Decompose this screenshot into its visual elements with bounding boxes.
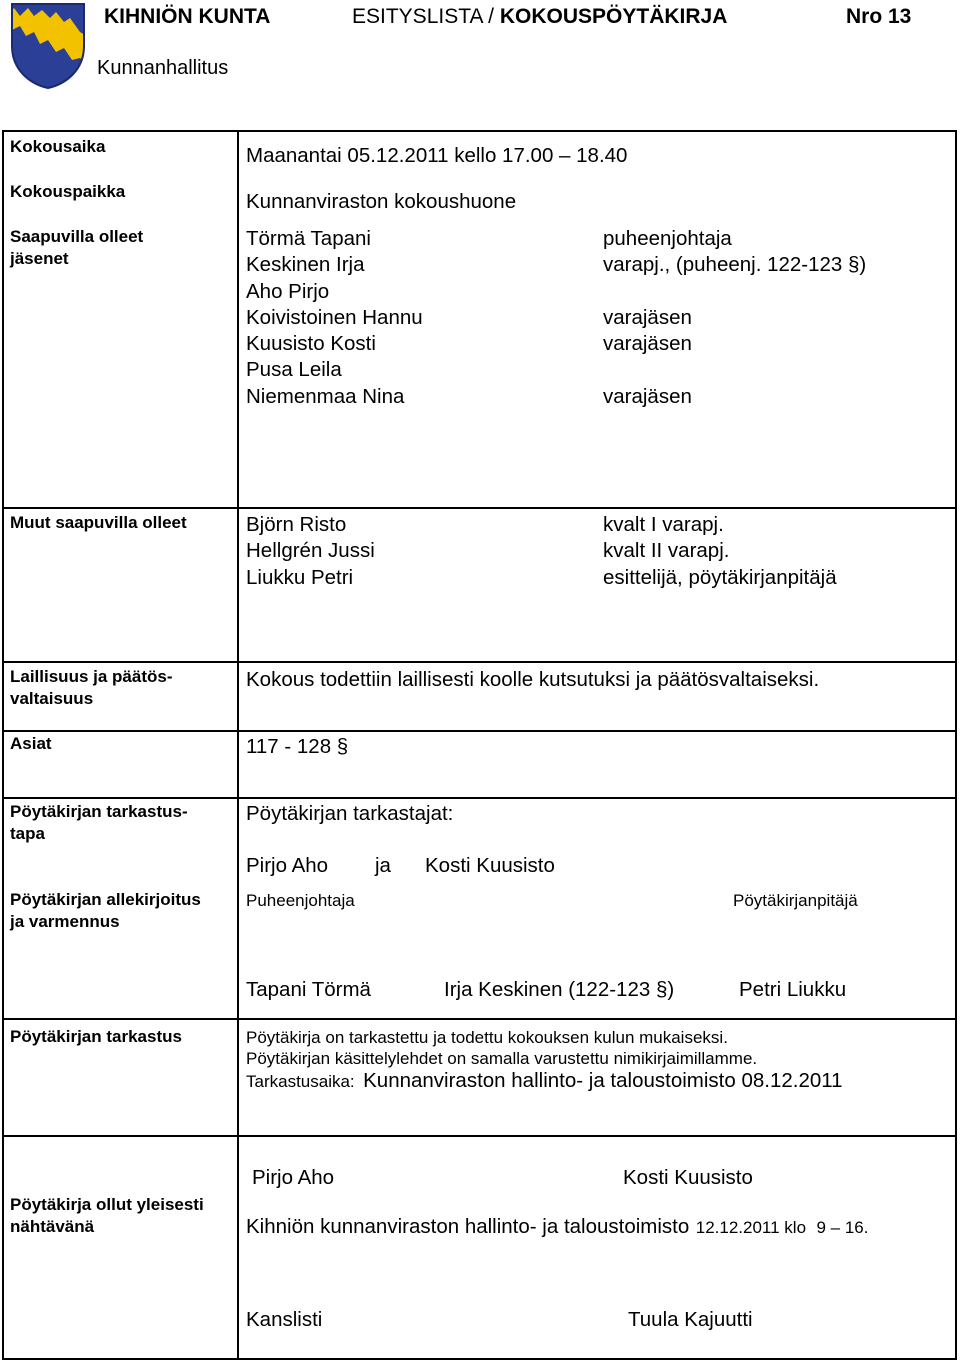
inspection-line: Pöytäkirjan käsittelylehdet on samalla varustettu nimikirjaimillamme. bbox=[246, 1049, 758, 1068]
other-names bbox=[246, 512, 375, 591]
other-name: Liukku Petri bbox=[246, 565, 354, 589]
office-name: Tuula Kajuutti bbox=[628, 1308, 753, 1331]
inspection-method-label bbox=[10, 801, 188, 845]
legality-value: Kokous todettiin laillisesti koolle kutsutuksi ja päätösvaltaiseksi. bbox=[246, 668, 820, 691]
secretary-title: Pöytäkirjanpitäjä bbox=[733, 891, 858, 910]
public-display-value bbox=[246, 1215, 868, 1239]
member-role: varajäsen bbox=[603, 332, 692, 356]
document-type bbox=[352, 5, 727, 29]
items-value: 117 - 128 § bbox=[246, 735, 349, 758]
members-label bbox=[10, 226, 143, 270]
public-display-label bbox=[10, 1194, 204, 1238]
inspector-name: Pirjo Aho bbox=[252, 1166, 335, 1189]
member-names bbox=[246, 226, 423, 410]
signatures-label-line2: ja varmennus bbox=[10, 912, 120, 931]
member-name: Pusa Leila bbox=[246, 358, 342, 382]
secretary-name: Petri Liukku bbox=[739, 978, 847, 1001]
document-type-prefix: ESITYSLISTA / bbox=[352, 5, 500, 28]
member-name: Keskinen Irja bbox=[246, 253, 365, 277]
office-title: Kanslisti bbox=[246, 1308, 323, 1331]
member-name: Törmä Tapani bbox=[246, 227, 371, 250]
member-name: Aho Pirjo bbox=[246, 279, 330, 303]
member-role: puheenjohtaja bbox=[603, 227, 732, 250]
other-name: Hellgrén Jussi bbox=[246, 539, 375, 563]
members-label-line1: Saapuvilla olleet bbox=[10, 227, 144, 246]
other-role: kvalt I varapj. bbox=[603, 513, 724, 536]
coat-of-arms-logo bbox=[10, 2, 86, 90]
other-role: esittelijä, pöytäkirjanpitäjä bbox=[603, 565, 837, 589]
meeting-place-value: Kunnanviraston kokoushuone bbox=[246, 190, 517, 213]
inspection-label: Pöytäkirjan tarkastus bbox=[10, 1027, 182, 1046]
meeting-time-value: Maanantai 05.12.2011 kello 17.00 – 18.40 bbox=[246, 144, 628, 167]
chair-title: Puheenjohtaja bbox=[246, 891, 355, 910]
governing-body: Kunnanhallitus bbox=[97, 57, 229, 79]
inspectors-conjunction: ja bbox=[375, 854, 391, 877]
member-role: varapj., (puheenj. 122-123 §) bbox=[603, 253, 867, 277]
member-name: Kuusisto Kosti bbox=[246, 332, 376, 356]
items-label: Asiat bbox=[10, 734, 52, 753]
signatures-label-line1: Pöytäkirjan allekirjoitus bbox=[10, 890, 201, 909]
municipality-name: KIHNIÖN KUNTA bbox=[104, 5, 271, 28]
public-display-hours: 9 – 16. bbox=[816, 1218, 869, 1237]
inspection-method-label-line2: tapa bbox=[10, 824, 45, 843]
members-label-line2: jäsenet bbox=[10, 249, 69, 268]
public-display-place: Kihniön kunnanviraston hallinto- ja taloustoimisto bbox=[246, 1215, 690, 1238]
others-label: Muut saapuvilla olleet bbox=[10, 513, 187, 532]
inspector-name: Pirjo Aho bbox=[246, 854, 329, 877]
inspection-line: Pöytäkirja on tarkastettu ja todettu kokouksen kulun mukaiseksi. bbox=[246, 1028, 728, 1047]
other-role: kvalt II varapj. bbox=[603, 539, 730, 563]
meeting-time-label: Kokousaika bbox=[10, 137, 106, 156]
inspection-time-value: Kunnanviraston hallinto- ja taloustoimisto 08.12.2011 bbox=[363, 1069, 843, 1092]
inspectors-title: Pöytäkirjan tarkastajat: bbox=[246, 802, 454, 825]
inspection-time bbox=[246, 1069, 843, 1093]
document-type-main: KOKOUSPÖYTÄKIRJA bbox=[499, 5, 728, 28]
inspection-time-label: Tarkastusaika: bbox=[246, 1072, 355, 1091]
meeting-place-label: Kokouspaikka bbox=[10, 182, 126, 201]
vice-chair-name: Irja Keskinen (122-123 §) bbox=[444, 978, 675, 1001]
member-role: varajäsen bbox=[603, 384, 692, 408]
public-display-label-line1: Pöytäkirja ollut yleisesti bbox=[10, 1195, 204, 1214]
member-role bbox=[603, 279, 866, 305]
member-name: Niemenmaa Nina bbox=[246, 384, 405, 408]
signatures-label bbox=[10, 889, 201, 933]
member-role: varajäsen bbox=[603, 305, 692, 329]
inspection-method-label-line1: Pöytäkirjan tarkastus- bbox=[10, 802, 188, 821]
public-display-label-line2: nähtävänä bbox=[10, 1217, 95, 1236]
member-name: Koivistoinen Hannu bbox=[246, 305, 423, 329]
member-roles bbox=[603, 226, 866, 410]
public-display-date: 12.12.2011 klo bbox=[695, 1218, 807, 1237]
legality-label bbox=[10, 666, 173, 710]
inspector-name: Kosti Kuusisto bbox=[623, 1166, 753, 1189]
document-number: Nro 13 bbox=[846, 5, 912, 28]
legality-label-line1: Laillisuus ja päätös- bbox=[10, 667, 173, 686]
inspector-name: Kosti Kuusisto bbox=[425, 854, 555, 877]
legality-label-line2: valtaisuus bbox=[10, 689, 94, 708]
chair-name: Tapani Törmä bbox=[246, 978, 371, 1001]
other-roles bbox=[603, 512, 837, 591]
other-name: Björn Risto bbox=[246, 513, 347, 536]
member-role bbox=[603, 357, 866, 383]
